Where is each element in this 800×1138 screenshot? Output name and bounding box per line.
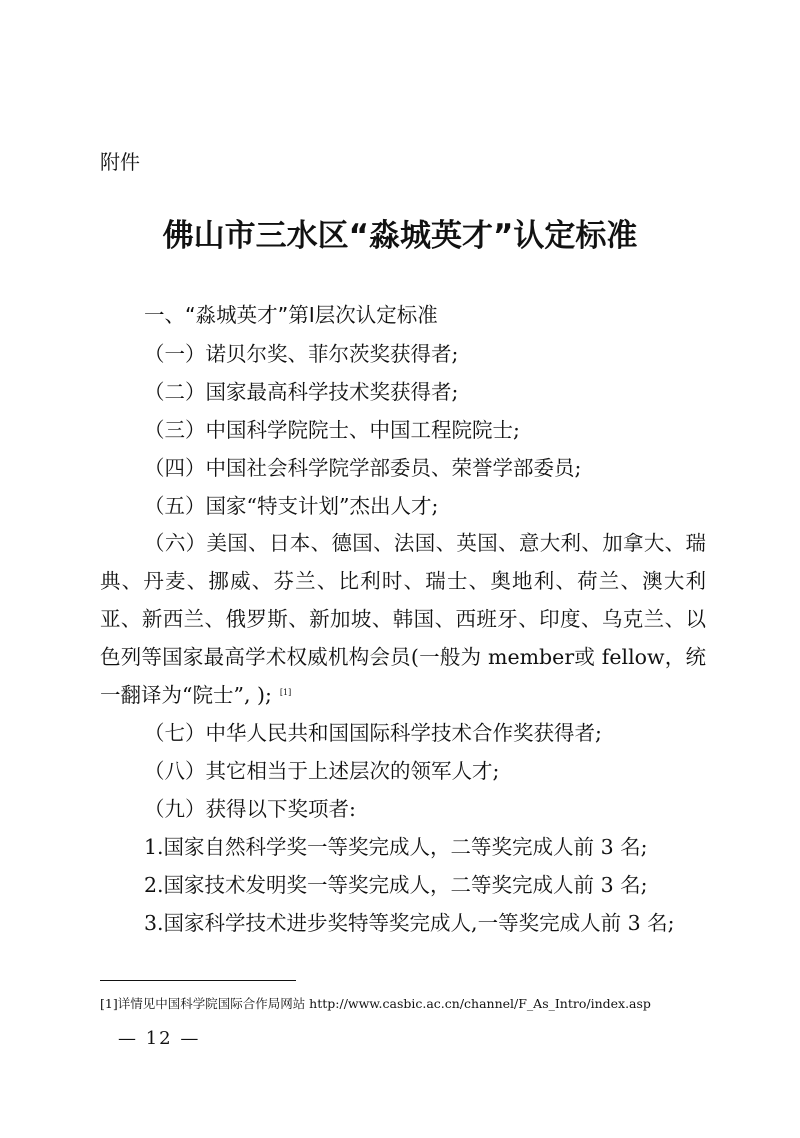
list-item: 2.国家技术发明奖一等奖完成人，二等奖完成人前 3 名; [144, 873, 648, 897]
section-heading: 一、“淼城英才”第Ⅰ层次认定标准 [144, 303, 438, 327]
list-item-paragraph [100, 524, 706, 714]
list-item: 1.国家自然科学奖一等奖完成人，二等奖完成人前 3 名; [144, 835, 648, 859]
attachment-label: 附件 [100, 150, 140, 174]
document-title: 佛山市三水区“淼城英才”认定标准 [162, 218, 638, 254]
footnote-reference: [1] [279, 688, 292, 697]
list-item: （七）中华人民共和国国际科学技术合作奖获得者; [144, 721, 602, 745]
footnote-divider [100, 980, 296, 981]
page-number: — 12 — [118, 1028, 201, 1049]
list-item: （一）诺贝尔奖、菲尔茨奖获得者; [144, 342, 459, 366]
list-item: （九）获得以下奖项者: [144, 797, 356, 821]
list-item: （四）中国社会科学院学部委员、荣誉学部委员; [144, 456, 582, 480]
list-item: （八）其它相当于上述层次的领军人才; [144, 759, 500, 783]
footnote: [1]详情见中国科学院国际合作局网站 http://www.casbic.ac.cn/channel/F_As_Intro/index.asp [100, 996, 651, 1011]
paragraph-text: （六）美国、日本、德国、法国、英国、意大利、加拿大、瑞典、丹麦、挪威、芬兰、比利时、瑞士、奥地利、荷兰、澳大利亚、新西兰、俄罗斯、新加坡、韩国、西班牙、印度、乌克兰、以色列等国家最高学术权威机构会员(一般为 member或 fellow，统一翻译为“院士”, ); [100, 531, 706, 707]
list-item: 3.国家科学技术进步奖特等奖完成人,一等奖完成人前 3 名; [144, 911, 675, 935]
list-item: （五）国家“特支计划”杰出人才; [144, 494, 439, 518]
list-item: （二）国家最高科学技术奖获得者; [144, 380, 459, 404]
list-item: （三）中国科学院院士、中国工程院院士; [144, 418, 520, 442]
